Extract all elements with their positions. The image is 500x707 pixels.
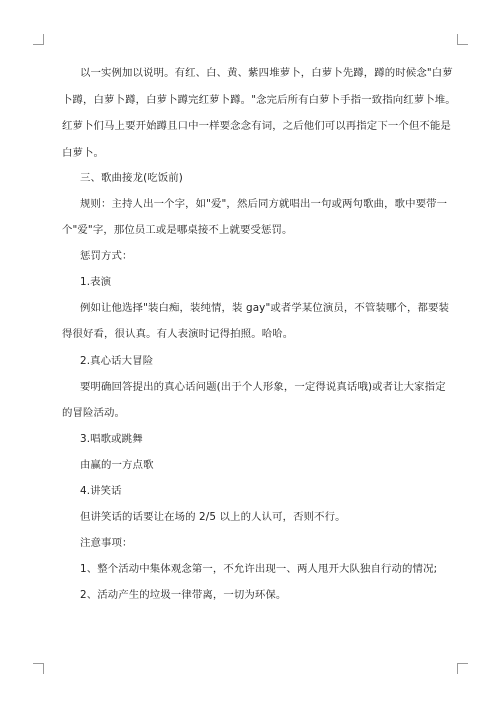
paragraph-line-1: 以一实例加以说明。有红、白、黄、紫四堆萝卜，白萝卜先蹲，蹲的时候念"白萝 xyxy=(80,67,453,79)
bottom-left-crop-mark xyxy=(33,663,44,674)
rule-line-1: 规则：主持人出一个字，如"爱"，然后同方就唱出一句或两句歌曲，歌中要带一 xyxy=(80,198,448,210)
punishment-item-4-text: 但讲笑话的话要让在场的 2/5 以上的人认可，否则不行。 xyxy=(80,511,346,523)
notes-heading: 注意事项： xyxy=(80,537,133,549)
rule-line-2: 个"爱"字，那位员工或是哪桌接不上就要受惩罚。 xyxy=(62,224,293,236)
paragraph-line-4: 白萝卜。 xyxy=(62,147,105,159)
punishment-item-3: 3.唱歌或跳舞 xyxy=(80,433,143,445)
punishment-item-3-text: 由赢的一方点歌 xyxy=(80,459,154,471)
top-right-crop-mark xyxy=(457,34,468,45)
punishment-item-4: 4.讲笑话 xyxy=(80,485,122,497)
punishment-item-1-text-line-2: 得很好看，很认真。有人表演时记得拍照。哈哈。 xyxy=(62,328,294,340)
punishment-item-1-text-line-1: 例如让他选择"装白痴，装纯情，装 gay"或者学某位演员，不管装哪个，都要装 xyxy=(80,302,450,314)
punishment-item-2: 2.真心话大冒险 xyxy=(80,355,154,367)
paragraph-line-3: 红萝卜们马上要开始蹲且口中一样要念念有词，之后他们可以再指定下一个但不能是 xyxy=(62,120,451,132)
paragraph-line-2: 卜蹲，白萝卜蹲，白萝卜蹲完红萝卜蹲。"念完后所有白萝卜手指一致指向红萝卜堆。 xyxy=(62,94,456,106)
note-item-1: 1、整个活动中集体观念第一，不允许出现一、两人甩开大队独自行动的情况; xyxy=(80,563,438,575)
section-heading-song-relay: 三、歌曲接龙(吃饭前) xyxy=(80,172,183,184)
punishment-item-1: 1.表演 xyxy=(80,276,112,288)
punishment-heading: 惩罚方式： xyxy=(80,250,133,262)
bottom-right-crop-mark xyxy=(457,663,468,674)
note-item-2: 2、活动产生的垃圾一律带离，一切为环保。 xyxy=(80,589,287,601)
top-left-crop-mark xyxy=(33,34,44,45)
punishment-item-2-text-line-2: 的冒险活动。 xyxy=(62,407,126,419)
punishment-item-2-text-line-1: 要明确回答提出的真心话问题(出于个人形象，一定得说真话哦)或者让大家指定 xyxy=(80,381,446,393)
